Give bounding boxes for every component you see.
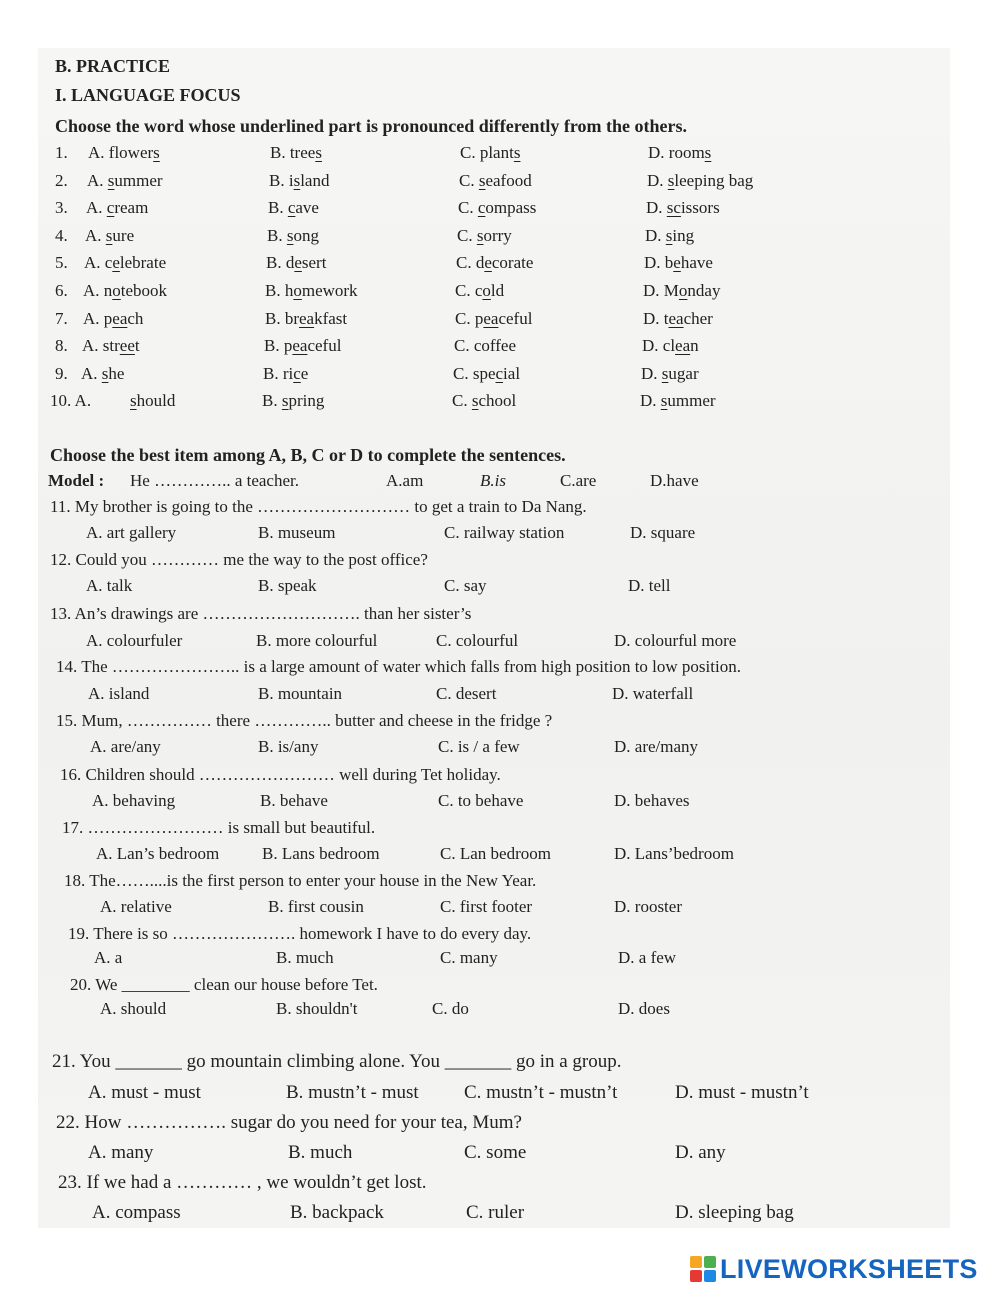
- question-option-d[interactable]: D. colourful more: [614, 631, 737, 650]
- question-option-d[interactable]: D. are/many: [614, 737, 699, 756]
- question-option-b[interactable]: B. speak: [258, 576, 317, 595]
- option-text: B. tree: [270, 143, 316, 162]
- question-stem: 21. You _______ go mountain climbing alone. You _______ go in a group.: [52, 1051, 622, 1072]
- question-option-c[interactable]: C. Lan bedroom: [440, 844, 551, 863]
- instruction-best-item: Choose the best item among A, B, C or D to complete the sentences.: [50, 445, 566, 465]
- question-option-d[interactable]: D. waterfall: [612, 684, 694, 703]
- option-text: tebook: [120, 281, 168, 300]
- underlined-part: o: [482, 281, 491, 300]
- question-option-d[interactable]: D. must - mustn’t: [675, 1082, 809, 1103]
- option-text: ream: [114, 198, 149, 217]
- question-option-c[interactable]: C. many: [440, 948, 498, 967]
- option-text: B. d: [266, 253, 295, 272]
- question-stem: 20. We ________ clean our house before Tet.: [70, 975, 378, 994]
- underlined-part: s: [704, 143, 712, 162]
- question-option-a[interactable]: A. colourfuler: [86, 631, 183, 650]
- underlined-part: c: [287, 198, 296, 217]
- underlined-part: o: [112, 281, 121, 300]
- question-option-a[interactable]: A. Lan’s bedroom: [96, 844, 220, 863]
- question-option-d[interactable]: D. sleeping bag: [675, 1202, 794, 1223]
- option-text: ld: [490, 281, 505, 300]
- pronunciation-option-a[interactable]: [130, 391, 175, 411]
- underlined-part: s: [661, 364, 669, 383]
- underlined-part: s: [665, 226, 673, 245]
- option-text: D.: [646, 198, 667, 217]
- underlined-part: ee: [119, 336, 135, 355]
- underlined-part: s: [286, 226, 294, 245]
- liveworksheets-logo-text: LIVEWORKSHEETS: [720, 1253, 978, 1284]
- option-text: D. cl: [642, 336, 676, 355]
- question-option-a[interactable]: A. are/any: [90, 737, 161, 756]
- option-text: ceful: [498, 309, 533, 328]
- option-text: A. p: [83, 309, 113, 328]
- option-text: D. t: [643, 309, 669, 328]
- question-option-a[interactable]: A. talk: [86, 576, 133, 595]
- pronunciation-option-a[interactable]: [86, 198, 148, 218]
- pronunciation-option-b[interactable]: [262, 391, 324, 411]
- option-text: C. p: [455, 309, 484, 328]
- pronunciation-number: 9.: [55, 364, 68, 383]
- option-text: cher: [683, 309, 713, 328]
- option-text: sert: [301, 253, 327, 272]
- pronunciation-option-a[interactable]: [82, 336, 140, 356]
- model-option-a: A.am: [386, 471, 424, 490]
- option-text: ong: [293, 226, 319, 245]
- underlined-part: s: [130, 391, 137, 410]
- pronunciation-number: 2.: [55, 171, 68, 190]
- pronunciation-number: 6.: [55, 281, 68, 300]
- question-option-a[interactable]: A. should: [100, 999, 167, 1018]
- option-text: ugar: [668, 364, 699, 383]
- question-stem: 15. Mum, …………… there ………….. butter and cheese in the fridge ?: [56, 711, 553, 730]
- option-text: C. spe: [453, 364, 496, 383]
- question-option-b[interactable]: B. is/any: [258, 737, 319, 756]
- option-text: eafood: [485, 171, 532, 190]
- model-option-c: C.are: [560, 471, 597, 490]
- option-text: ing: [672, 226, 695, 245]
- question-stem: 16. Children should …………………… well during Tet holiday.: [60, 765, 501, 784]
- pronunciation-number: 1.: [55, 143, 68, 162]
- option-text: nday: [687, 281, 721, 300]
- option-text: B. br: [265, 309, 299, 328]
- pronunciation-option-b[interactable]: [264, 336, 341, 356]
- pronunciation-option-b[interactable]: [265, 309, 347, 329]
- question-stem: 18. The……....is the first person to enter your house in the New Year.: [64, 871, 537, 890]
- option-text: ure: [112, 226, 135, 245]
- pronunciation-option-a[interactable]: [81, 364, 124, 384]
- pronunciation-option-b[interactable]: [267, 226, 319, 246]
- underlined-part: c: [495, 364, 504, 383]
- option-text: D. room: [648, 143, 705, 162]
- pronunciation-option-a[interactable]: [84, 253, 166, 273]
- question-stem: 12. Could you ………… me the way to the post office?: [50, 550, 428, 569]
- pronunciation-option-c[interactable]: [457, 226, 512, 246]
- question-option-c[interactable]: C. some: [464, 1142, 527, 1163]
- question-option-b[interactable]: B. more colourful: [256, 631, 378, 650]
- question-option-c[interactable]: C. is / a few: [438, 737, 520, 756]
- underlined-part: s: [107, 171, 115, 190]
- option-text: C.: [452, 391, 472, 410]
- model-stem: He ………….. a teacher.: [130, 471, 299, 490]
- option-text: B. h: [265, 281, 294, 300]
- underlined-part: s: [513, 143, 521, 162]
- question-option-c[interactable]: C. colourful: [436, 631, 519, 650]
- question-option-d[interactable]: D. square: [630, 523, 696, 542]
- pronunciation-option-b[interactable]: [269, 171, 329, 191]
- underlined-part: e: [294, 253, 302, 272]
- liveworksheets-logo: [690, 1252, 978, 1286]
- question-stem: 17. …………………… is small but beautiful.: [62, 818, 376, 837]
- option-text: C.: [459, 171, 479, 190]
- option-text: orry: [483, 226, 512, 245]
- underlined-part: s: [281, 391, 289, 410]
- option-text: A.: [85, 226, 106, 245]
- option-text: C. d: [456, 253, 485, 272]
- underlined-part: s: [293, 171, 301, 190]
- option-text: A.: [86, 198, 107, 217]
- pronunciation-option-a[interactable]: [83, 281, 167, 301]
- question-option-a[interactable]: A. island: [88, 684, 150, 703]
- option-text: land: [300, 171, 330, 190]
- pronunciation-option-b[interactable]: [268, 198, 319, 218]
- underlined-part: ea: [299, 309, 315, 328]
- liveworksheets-logo-icon: [690, 1256, 716, 1282]
- question-option-b[interactable]: B. first cousin: [268, 897, 364, 916]
- option-text: C. plant: [460, 143, 514, 162]
- pronunciation-option-c[interactable]: [452, 391, 516, 411]
- question-option-d[interactable]: D. Lans’bedroom: [614, 844, 734, 863]
- pronunciation-option-d[interactable]: [646, 198, 720, 218]
- question-option-a[interactable]: A. many: [88, 1142, 154, 1163]
- subsection-title: I. LANGUAGE FOCUS: [55, 85, 241, 105]
- option-text: B.: [262, 391, 282, 410]
- option-text: he: [108, 364, 125, 383]
- option-text: C.: [457, 226, 477, 245]
- option-text: A.: [81, 364, 102, 383]
- question-option-a[interactable]: A. behaving: [92, 791, 176, 810]
- model-option-d: D.have: [650, 471, 699, 490]
- question-stem: 19. There is so …………………. homework I have to do every day.: [68, 924, 532, 943]
- instruction-pronunciation: Choose the word whose underlined part is pronounced differently from the others.: [55, 116, 688, 136]
- option-text: pring: [288, 391, 325, 410]
- option-text: ch: [127, 309, 144, 328]
- underlined-part: ea: [292, 336, 308, 355]
- question-stem: 14. The ………………….. is a large amount of water which falls from high position to low position.: [56, 657, 741, 676]
- pronunciation-number: 4.: [55, 226, 68, 245]
- question-option-b[interactable]: B. museum: [258, 523, 336, 542]
- question-option-c[interactable]: C. do: [432, 999, 469, 1018]
- pronunciation-option-d[interactable]: [645, 226, 694, 246]
- underlined-part: s: [476, 226, 484, 245]
- option-text: ave: [295, 198, 319, 217]
- question-option-c[interactable]: C. to behave: [438, 791, 524, 810]
- pronunciation-option-c[interactable]: [454, 336, 516, 356]
- pronunciation-option-a[interactable]: [85, 226, 134, 246]
- pronunciation-option-c[interactable]: [456, 253, 533, 273]
- pronunciation-option-b[interactable]: [263, 364, 308, 384]
- underlined-part: s: [478, 171, 486, 190]
- question-option-d[interactable]: D. behaves: [614, 791, 690, 810]
- question-option-d[interactable]: D. tell: [628, 576, 671, 595]
- underlined-part: s: [667, 171, 675, 190]
- pronunciation-option-d[interactable]: [641, 364, 699, 384]
- question-option-a[interactable]: A. art gallery: [86, 523, 177, 542]
- pronunciation-option-d[interactable]: [643, 309, 713, 329]
- question-option-d[interactable]: D. a few: [618, 948, 677, 967]
- model-label: Model :: [48, 471, 105, 490]
- option-text: A. n: [83, 281, 113, 300]
- pronunciation-option-c[interactable]: [453, 364, 520, 384]
- option-text: B.: [267, 226, 287, 245]
- option-text: n: [690, 336, 699, 355]
- option-text: issors: [680, 198, 720, 217]
- option-text: chool: [478, 391, 517, 410]
- option-text: mework: [301, 281, 358, 300]
- question-option-c[interactable]: C. mustn’t - mustn’t: [464, 1082, 618, 1103]
- underlined-part: s: [105, 226, 113, 245]
- question-option-c[interactable]: C. railway station: [444, 523, 565, 542]
- option-text: D. b: [644, 253, 674, 272]
- option-text: ceful: [307, 336, 342, 355]
- option-text: t: [134, 336, 140, 355]
- option-text: B.: [268, 198, 288, 217]
- question-stem: 13. An’s drawings are ………………………. than her sister’s: [50, 604, 472, 623]
- pronunciation-option-d[interactable]: [642, 336, 699, 356]
- question-option-b[interactable]: B. behave: [260, 791, 328, 810]
- pronunciation-number: 8.: [55, 336, 68, 355]
- option-text: ummer: [667, 391, 716, 410]
- option-text: B. ri: [263, 364, 294, 383]
- question-option-a[interactable]: A. a: [94, 948, 123, 967]
- underlined-part: c: [293, 364, 301, 383]
- pronunciation-option-b[interactable]: [266, 253, 326, 273]
- pronunciation-option-d[interactable]: [647, 171, 753, 191]
- option-text: A. str: [82, 336, 120, 355]
- option-text: have: [680, 253, 713, 272]
- question-option-b[interactable]: B. much: [276, 948, 334, 967]
- question-option-d[interactable]: D. does: [618, 999, 670, 1018]
- underlined-part: sc: [666, 198, 681, 217]
- underlined-part: e: [484, 253, 492, 272]
- underlined-part: s: [101, 364, 109, 383]
- model-option-b: B.is: [480, 471, 506, 490]
- option-text: A.: [87, 171, 108, 190]
- option-text: D.: [640, 391, 661, 410]
- underlined-part: o: [678, 281, 688, 300]
- pronunciation-option-c[interactable]: [455, 309, 532, 329]
- option-text: A. flower: [88, 143, 154, 162]
- option-text: hould: [136, 391, 176, 410]
- underlined-part: c: [106, 198, 115, 217]
- underlined-part: s: [660, 391, 668, 410]
- question-option-b[interactable]: B. mountain: [258, 684, 343, 703]
- pronunciation-option-c[interactable]: [455, 281, 504, 301]
- question-stem: 22. How ……………. sugar do you need for your tea, Mum?: [56, 1112, 522, 1133]
- option-text: leeping bag: [674, 171, 754, 190]
- option-text: A. c: [84, 253, 113, 272]
- option-text: C.: [458, 198, 478, 217]
- question-option-d[interactable]: D. any: [675, 1142, 726, 1163]
- underlined-part: s: [471, 391, 479, 410]
- underlined-part: s: [315, 143, 322, 162]
- underlined-part: e: [112, 253, 120, 272]
- section-title: B. PRACTICE: [55, 56, 171, 76]
- pronunciation-option-b[interactable]: [265, 281, 358, 301]
- pronunciation-option-d[interactable]: [640, 391, 716, 411]
- pronunciation-option-c[interactable]: [460, 143, 520, 163]
- option-text: ompass: [485, 198, 537, 217]
- underlined-part: ea: [675, 336, 691, 355]
- question-stem: 23. If we had a ………… , we wouldn’t get lost.: [58, 1172, 427, 1193]
- option-text: D.: [645, 226, 666, 245]
- pronunciation-number: 5.: [55, 253, 68, 272]
- pronunciation-option-a[interactable]: [83, 309, 143, 329]
- option-text: C. coffee: [454, 336, 516, 355]
- pronunciation-number: 3.: [55, 198, 68, 217]
- option-text: D. M: [643, 281, 679, 300]
- option-text: lebrate: [119, 253, 167, 272]
- pronunciation-option-b[interactable]: [270, 143, 322, 163]
- question-option-c[interactable]: C. first footer: [440, 897, 533, 916]
- underlined-part: ea: [483, 309, 499, 328]
- question-option-b[interactable]: B. much: [288, 1142, 353, 1163]
- option-text: D.: [641, 364, 662, 383]
- question-option-d[interactable]: D. rooster: [614, 897, 682, 916]
- question-option-b[interactable]: B. backpack: [290, 1202, 384, 1223]
- pronunciation-number: 7.: [55, 309, 68, 328]
- option-text: e: [300, 364, 309, 383]
- pronunciation-number: 10. A.: [50, 391, 92, 410]
- pronunciation-option-a[interactable]: [87, 171, 163, 191]
- question-option-a[interactable]: A. must - must: [88, 1082, 201, 1103]
- option-text: kfast: [314, 309, 348, 328]
- pronunciation-option-d[interactable]: [648, 143, 711, 163]
- pronunciation-option-a[interactable]: [88, 143, 160, 163]
- question-option-a[interactable]: A. relative: [100, 897, 172, 916]
- question-option-c[interactable]: C. ruler: [466, 1202, 525, 1223]
- option-text: B. p: [264, 336, 293, 355]
- question-stem: 11. My brother is going to the ……………………… to get a train to Da Nang.: [50, 497, 587, 516]
- underlined-part: c: [477, 198, 486, 217]
- option-text: corate: [491, 253, 534, 272]
- underlined-part: s: [153, 143, 160, 162]
- question-option-b[interactable]: B. Lans bedroom: [262, 844, 380, 863]
- question-option-c[interactable]: C. desert: [436, 684, 497, 703]
- option-text: D.: [647, 171, 668, 190]
- option-text: B. i: [269, 171, 294, 190]
- pronunciation-option-d[interactable]: [644, 253, 713, 273]
- question-option-a[interactable]: A. compass: [92, 1202, 181, 1223]
- pronunciation-option-c[interactable]: [458, 198, 536, 218]
- question-option-b[interactable]: B. shouldn't: [276, 999, 358, 1018]
- underlined-part: e: [673, 253, 681, 272]
- option-text: ial: [503, 364, 521, 383]
- question-option-b[interactable]: B. mustn’t - must: [286, 1082, 419, 1103]
- pronunciation-option-d[interactable]: [643, 281, 720, 301]
- option-text: ummer: [114, 171, 163, 190]
- underlined-part: ea: [668, 309, 684, 328]
- question-option-c[interactable]: C. say: [444, 576, 487, 595]
- underlined-part: ea: [112, 309, 128, 328]
- underlined-part: o: [293, 281, 302, 300]
- pronunciation-option-c[interactable]: [459, 171, 532, 191]
- option-text: C. c: [455, 281, 483, 300]
